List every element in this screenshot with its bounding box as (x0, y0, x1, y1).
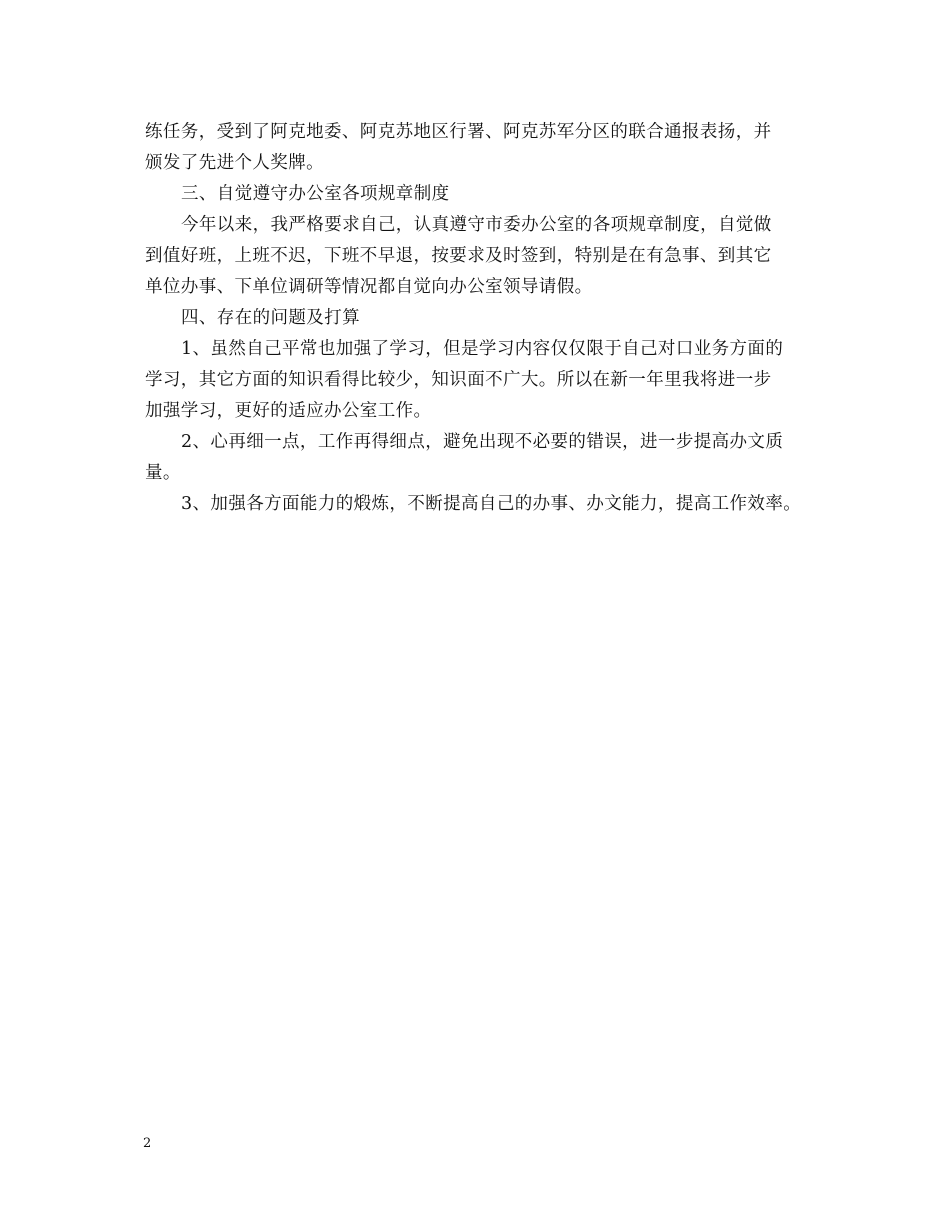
heading-line: 四、存在的问题及打算 (181, 308, 360, 328)
paragraph-item-1 (145, 334, 825, 427)
text-line: 量。 (145, 463, 181, 483)
text-line: 加强学习，更好的适应办公室工作。 (145, 401, 432, 421)
text-line: 3、加强各方面能力的煅炼，不断提高自己的办事、办文能力，提高工作效率。 (181, 494, 802, 514)
paragraph-item-3 (145, 489, 825, 520)
section-heading-4 (145, 303, 825, 334)
text-line: 练任务，受到了阿克地委、阿克苏地区行署、阿克苏军分区的联合通报表扬，并 (145, 122, 772, 142)
paragraph-item-2 (145, 427, 825, 489)
paragraph-continued (145, 117, 825, 179)
text-line: 2、心再细一点，工作再得细点，避免出现不必要的错误，进一步提高办文质 (181, 432, 784, 452)
document-body (145, 117, 825, 520)
section-heading-3 (145, 179, 825, 210)
heading-line: 三、自觉遵守办公室各项规章制度 (181, 184, 450, 204)
text-line: 今年以来，我严格要求自己，认真遵守市委办公室的各项规章制度，自觉做 (181, 215, 772, 235)
paragraph-rules (145, 210, 825, 303)
text-line: 学习，其它方面的知识看得比较少，知识面不广大。所以在新一年里我将进一步 (145, 370, 772, 390)
page-number: 2 (143, 1136, 152, 1151)
text-line: 到值好班，上班不迟，下班不早退，按要求及时签到，特别是在有急事、到其它 (145, 246, 772, 266)
text-line: 颁发了先进个人奖牌。 (145, 153, 324, 173)
text-line: 单位办事、下单位调研等情况都自觉向办公室领导请假。 (145, 277, 593, 297)
text-line: 1、虽然自己平常也加强了学习，但是学习内容仅仅限于自己对口业务方面的 (181, 339, 784, 359)
